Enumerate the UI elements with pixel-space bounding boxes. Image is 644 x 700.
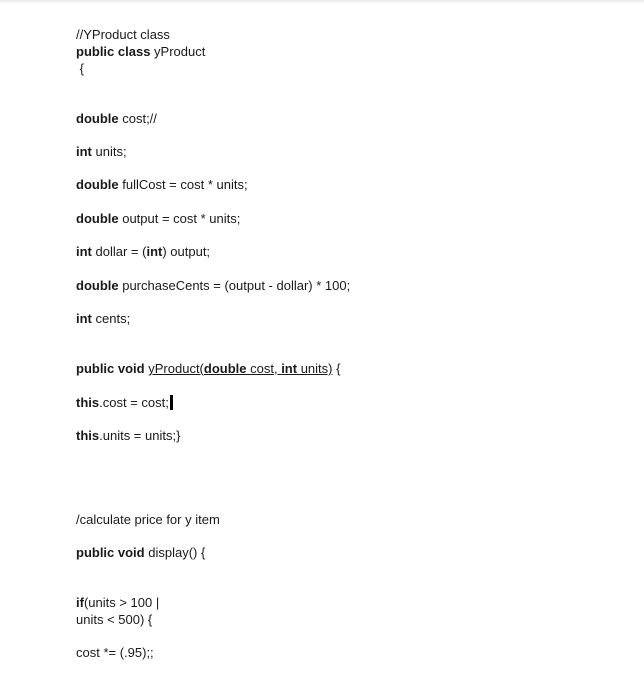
keyword-text: double [76,111,119,126]
code-text: cents; [91,311,131,326]
keyword-text: int [76,311,92,326]
code-text: units; [91,144,127,159]
code-text: cost *= (.95);; [76,645,154,660]
code-line [76,428,180,444]
code-text: cost, [246,361,282,376]
code-line [76,395,173,411]
code-text: .cost = cost; [99,395,169,410]
code-line [76,61,84,77]
code-text: (units > 100 | [83,595,160,610]
keyword-text: int [76,144,92,159]
code-line [76,27,170,43]
keyword-text: this [76,395,100,410]
code-text: ) output; [162,244,211,259]
code-text: dollar = ( [91,244,147,259]
code-text: output = cost * units; [118,211,241,226]
keyword-text: double [76,211,119,226]
keyword-text: public class [76,44,151,59]
code-line [76,278,350,294]
keyword-text: public void [76,545,145,560]
keyword-text: this [76,428,100,443]
keyword-text: int [146,244,163,259]
code-text: /calculate price for y item [76,512,220,527]
keyword-text: if [76,595,84,610]
code-line [76,545,205,561]
keyword-text: int [76,244,92,259]
keyword-text: int [281,361,298,376]
code-text: units) [297,361,333,376]
text-cursor [170,395,173,410]
code-line [76,595,159,611]
code-text: display() { [144,545,206,560]
keyword-text: double [76,278,119,293]
code-text: cost;// [118,111,157,126]
code-line [76,361,340,377]
code-text: yProduct [150,44,206,59]
code-line [76,244,210,260]
code-line [76,211,240,227]
code-line [76,111,157,127]
code-text: fullCost = cost * units; [118,177,248,192]
keyword-text: double [203,361,247,376]
code-line [76,177,248,193]
code-line [76,311,130,327]
page-top-shadow [0,0,644,4]
code-line [76,144,127,160]
keyword-text: public void [76,361,145,376]
code-text: { [332,361,341,376]
code-line [76,645,154,661]
code-text: { [76,61,84,76]
keyword-text: double [76,177,119,192]
code-text: purchaseCents = (output - dollar) * 100; [118,278,351,293]
code-text: .units = units;} [99,428,181,443]
code-line [76,44,205,60]
code-text: units < 500) { [76,612,153,627]
code-line [76,512,220,528]
code-text: //YProduct class [76,27,170,42]
code-line [76,612,152,628]
code-text: yProduct( [148,361,204,376]
